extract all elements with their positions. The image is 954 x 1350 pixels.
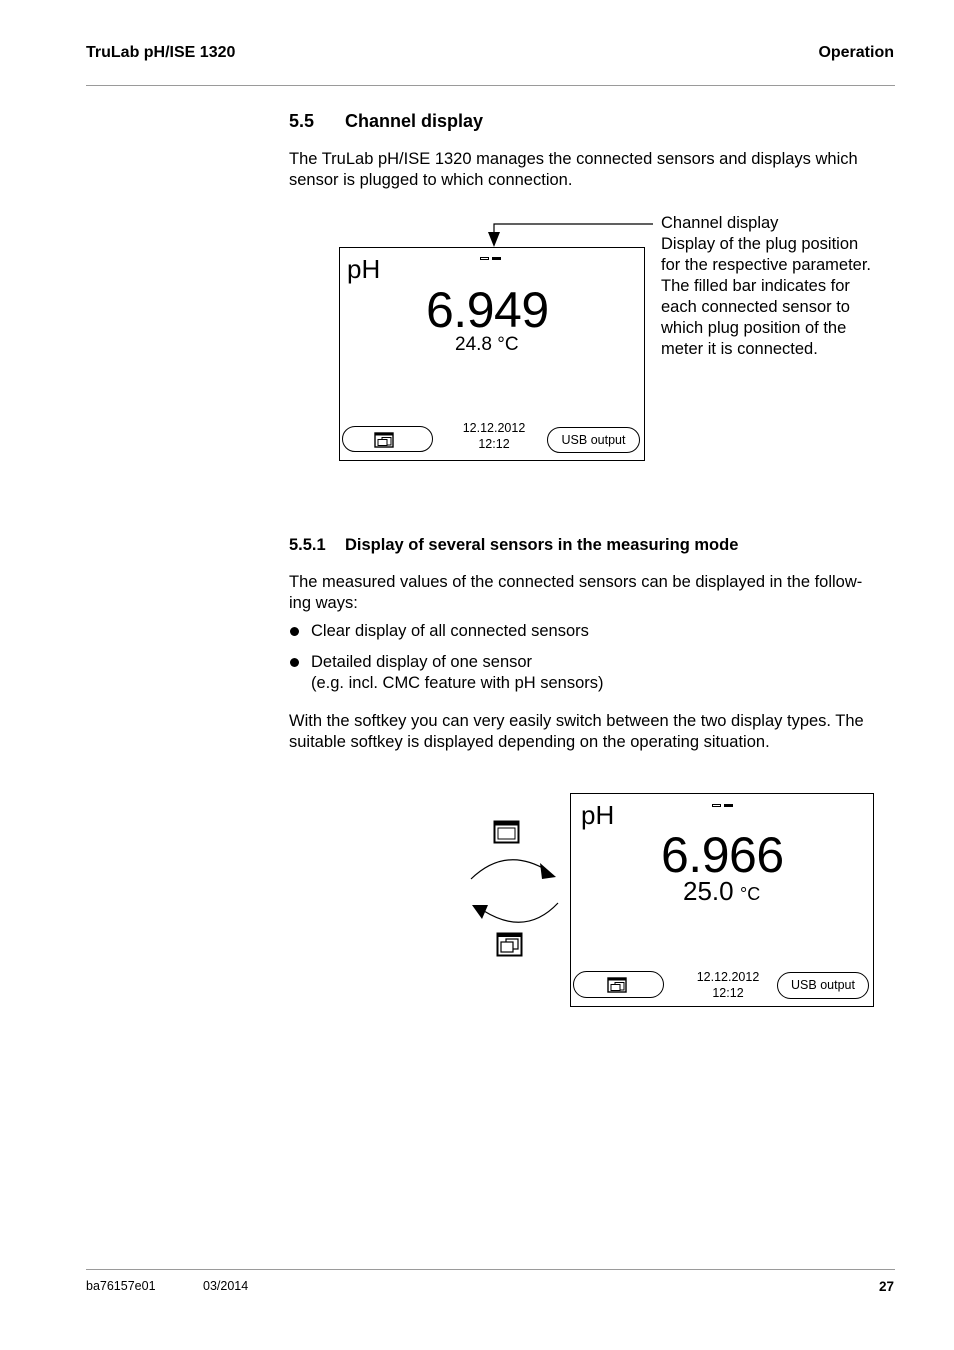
multi-window-icon: [607, 977, 627, 993]
temperature-unit: °C: [740, 884, 761, 904]
running-header-section: Operation: [818, 44, 894, 61]
measured-value: 6.966: [661, 827, 784, 883]
para-line: suitable softkey is displayed depending on the operating situation.: [289, 733, 770, 751]
multi-window-icon: [496, 932, 524, 958]
channel-indicator-filled: [724, 804, 733, 807]
usb-output-softkey[interactable]: USB output: [777, 972, 869, 999]
time-text: 12:12: [478, 437, 510, 451]
datetime: [453, 420, 535, 452]
intro-line: sensor is plugged to which connection.: [289, 171, 573, 189]
channel-indicator-empty: [712, 804, 721, 807]
channel-indicator-empty: [480, 257, 489, 260]
meter-display-1: [339, 247, 645, 461]
measured-value: 6.949: [426, 282, 549, 338]
usb-output-softkey[interactable]: USB output: [547, 427, 640, 453]
temperature-value: 25.0: [683, 876, 734, 906]
meter-display-2: [570, 793, 874, 1007]
para-line: With the softkey you can very easily switch between the two display types. The: [289, 712, 864, 730]
running-header-title: TruLab pH/ISE 1320: [86, 44, 236, 61]
bullet-line: Detailed display of one sensor: [311, 653, 533, 671]
footer-rule: [86, 1269, 895, 1270]
para-line: ing ways:: [289, 594, 358, 612]
subsection-title: Display of several sensors in the measuring mode: [345, 536, 739, 554]
section-number: 5.5: [289, 111, 315, 131]
callout-line: Display of the plug position: [661, 235, 859, 253]
para-line: The measured values of the connected sensors can be displayed in the follow-: [289, 573, 863, 591]
callout-line: which plug position of the: [661, 319, 847, 337]
parameter-label: pH: [347, 254, 381, 284]
subsection-number: 5.5.1: [289, 536, 326, 554]
channel-indicator-filled: [492, 257, 501, 260]
datetime: [687, 969, 769, 1001]
callout-line: Channel display: [661, 214, 779, 232]
callout-line: each connected sensor to: [661, 298, 850, 316]
footer-date: 03/2014: [203, 1279, 249, 1293]
bullet-item: Clear display of all connected sensors: [311, 622, 589, 640]
footer-doc-id: ba76157e01: [86, 1279, 156, 1293]
callout-line: meter it is connected.: [661, 340, 818, 358]
section-title: Channel display: [345, 111, 484, 131]
bullet-marker: [290, 627, 299, 636]
callout-text: [661, 213, 901, 360]
date-text: 12.12.2012: [696, 970, 760, 984]
intro-line: The TruLab pH/ISE 1320 manages the connected sensors and displays which: [289, 150, 858, 168]
display-mode-softkey[interactable]: [573, 971, 664, 998]
subsection-para-1: [289, 572, 899, 614]
callout-line: for the respective parameter.: [661, 256, 872, 274]
callout-line: The filled bar indicates for: [661, 277, 850, 295]
display-mode-softkey[interactable]: [342, 426, 433, 452]
switch-arrows: [466, 855, 566, 935]
subsection-para-2: [289, 711, 899, 753]
bullet-item: [311, 652, 604, 694]
bullet-marker: [290, 658, 299, 667]
date-text: 12.12.2012: [462, 421, 526, 435]
time-text: 12:12: [712, 986, 744, 1000]
page-number: 27: [878, 1279, 894, 1294]
bullet-line: (e.g. incl. CMC feature with pH sensors): [311, 674, 604, 692]
parameter-label: pH: [581, 800, 615, 830]
temperature-reading: 24.8 °C: [455, 334, 519, 355]
single-window-icon: [493, 820, 521, 846]
multi-window-icon: [374, 432, 394, 448]
